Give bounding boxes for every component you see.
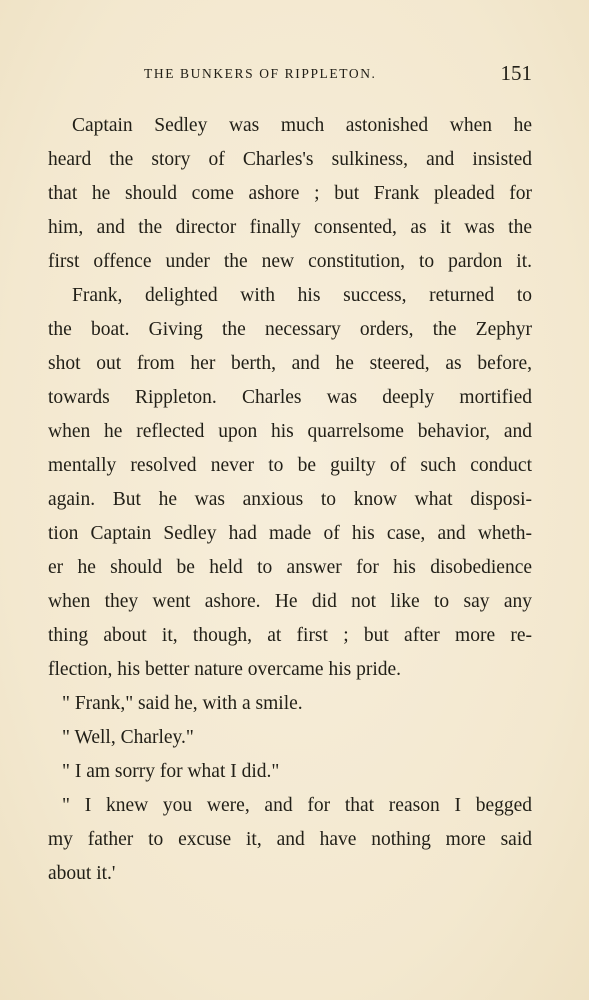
text-line: tion Captain Sedley had made of his case, and wheth- <box>48 523 532 544</box>
text-line: towards Rippleton. Charles was deeply mortified <box>48 387 532 408</box>
text-line: Captain Sedley was much astonished when he <box>72 115 532 136</box>
text-line: heard the story of Charles's sulkiness, and insisted <box>48 149 532 170</box>
dialogue-line: " Frank," said he, with a smile. <box>62 693 303 714</box>
text-line: shot out from her berth, and he steered, as before, <box>48 353 532 374</box>
text-line: when he reflected upon his quarrelsome behavior, and <box>48 421 532 442</box>
page-number: 151 <box>500 61 532 85</box>
text-line: Frank, delighted with his success, returned to <box>72 285 532 306</box>
text-line: about it.' <box>48 863 116 884</box>
text-line: when they went ashore. He did not like to say any <box>48 591 532 612</box>
text-line: flection, his better nature overcame his pride. <box>48 659 402 680</box>
text-line: thing about it, though, at first ; but after more re- <box>48 625 532 646</box>
dialogue-line: " I knew you were, and for that reason I begged <box>62 795 532 816</box>
text-line: er he should be held to answer for his disobedience <box>48 557 532 578</box>
text-line: again. But he was anxious to know what disposi- <box>48 489 532 510</box>
body-text <box>48 109 532 891</box>
text-line: that he should come ashore ; but Frank pleaded for <box>48 183 532 204</box>
running-head <box>48 63 532 85</box>
text-line: him, and the director finally consented, as it was the <box>48 217 532 238</box>
text-line: the boat. Giving the necessary orders, the Zephyr <box>48 319 532 340</box>
dialogue-line: " I am sorry for what I did." <box>62 761 280 782</box>
text-line: mentally resolved never to be guilty of such conduct <box>48 455 532 476</box>
text-line: my father to excuse it, and have nothing more said <box>48 829 532 850</box>
text-line: first offence under the new constitution, to pardon it. <box>48 251 532 272</box>
running-title: THE BUNKERS OF RIPPLETON. <box>144 66 377 81</box>
dialogue-line: " Well, Charley." <box>62 727 194 748</box>
